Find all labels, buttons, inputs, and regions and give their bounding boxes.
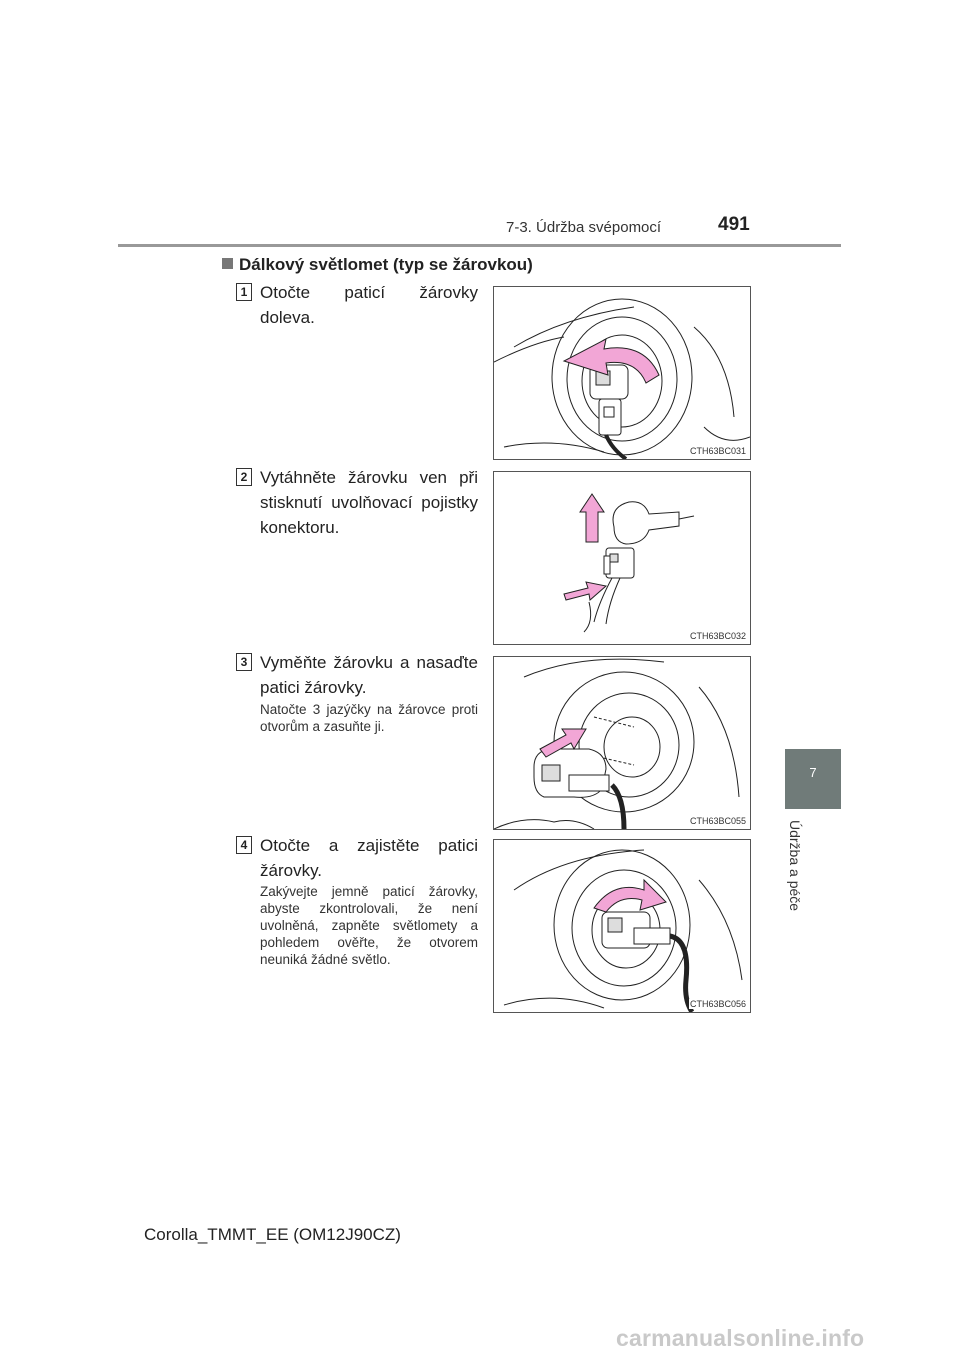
header-divider (118, 244, 841, 247)
socket-lock-illustration (494, 840, 750, 1012)
page-number: 491 (718, 214, 750, 235)
step-3-text: Vyměňte žárovku a nasaďte patici žárovky. (260, 653, 478, 697)
step-3-note: Natočte 3 jazýčky na žárovce proti otvorům a zasuňte ji. (260, 702, 478, 734)
figure-step-3 (493, 656, 751, 830)
step-number-3: 3 (236, 653, 252, 671)
figure-code-3: CTH63BC055 (689, 816, 746, 826)
headlight-socket-rotate-illustration (494, 287, 750, 459)
step-4-text: Otočte a zajistěte patici žárovky. (260, 836, 478, 880)
step-2-text: Vytáhněte žárovku ven při stisknutí uvolňovací pojistky konektoru. (260, 468, 478, 537)
section-heading (222, 255, 533, 275)
header-section-title: 7-3. Údržba svépomocí (506, 219, 662, 236)
figure-step-2 (493, 471, 751, 645)
step-4-note: Zakývejte jemně paticí žárovky, abyste zkontrolovali, že není uvolněná, zapněte světlomety a pohledem ověřte, že otvorem neuniká žádné světlo. (260, 884, 478, 967)
chapter-tab: 7 (785, 749, 841, 809)
step-number-4: 4 (236, 836, 252, 854)
figure-step-1 (493, 286, 751, 460)
figure-code-4: CTH63BC056 (689, 999, 746, 1009)
step-1-text: Otočte paticí žárovky doleva. (260, 283, 478, 327)
footer-manual-id: Corolla_TMMT_EE (OM12J90CZ) (144, 1225, 401, 1244)
bulb-insertion-illustration (494, 657, 750, 829)
bulb-removal-illustration (494, 472, 750, 644)
watermark: carmanualsonline.info (616, 1325, 865, 1351)
section-heading-text: Dálkový světlomet (typ se žárovkou) (239, 255, 533, 274)
chapter-label: Údržba a péče (787, 820, 803, 912)
square-bullet-icon (222, 258, 233, 269)
figure-code-2: CTH63BC032 (689, 631, 746, 641)
figure-code-1: CTH63BC031 (689, 446, 746, 456)
figure-step-4 (493, 839, 751, 1013)
step-number-1: 1 (236, 283, 252, 301)
step-number-2: 2 (236, 468, 252, 486)
